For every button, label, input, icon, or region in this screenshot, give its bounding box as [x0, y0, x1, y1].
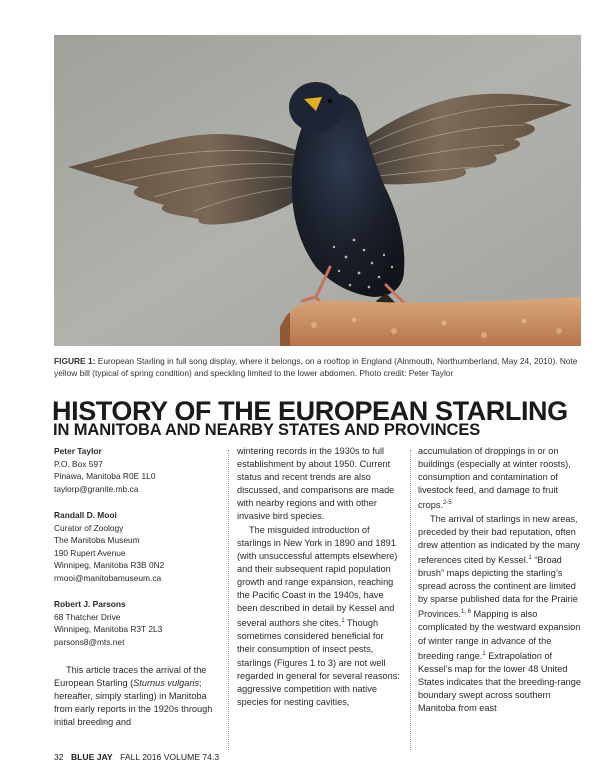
body-paragraph — [54, 664, 216, 729]
body-text: accumulation of droppings in or on buildings (especially at winter roosts), consumption and contamination of livestock feed, and damage to fruit crops. — [418, 446, 571, 511]
author-name: Peter Taylor — [54, 446, 102, 456]
author-address-line: The Manitoba Museum — [54, 535, 140, 545]
body-text: Extrapolation of Kessel’s map for the lower 48 United States indicates that the breeding-range boundary swept across southern Manitoba from east — [418, 650, 581, 714]
figure-caption-text: European Starling in full song display, where it belongs, on a rooftop in England (Alnmouth, Northumberland, May 24, 2010). Note yellow bill (typical of spring condition) and speckling limited to the lower abdomen. Photo credit: Peter Taylor — [54, 356, 578, 378]
citation-superscript: 1, 6 — [460, 609, 471, 616]
article-title: HISTORY OF THE EUROPEAN STARLING — [52, 396, 568, 426]
body-paragraph — [418, 513, 584, 716]
page-footer — [54, 752, 224, 762]
body-text: Mapping is also complicated by the westward expansion of winter range in advance of the breeding range. — [418, 609, 581, 661]
body-text: This article traces the arrival of the European Starling ( — [54, 665, 207, 689]
author-address-line: 68 Thatcher Drive — [54, 611, 121, 622]
bird-eye — [328, 99, 332, 103]
citation-superscript: 1 — [528, 554, 532, 561]
issue-info: FALL 2016 VOLUME 74.3 — [120, 752, 220, 762]
species-name: Sturnus vulgaris — [133, 678, 200, 689]
column-divider — [228, 450, 229, 750]
rooftop — [280, 297, 581, 346]
article-subtitle: IN MANITOBA AND NEARBY STATES AND PROVINCES — [53, 421, 481, 439]
journal-name: BLUE JAY — [70, 752, 113, 762]
body-text: The arrival of starlings in new areas, preceded by their bad reputation, often drew attention as indicated by the many references cited by Kessel. — [418, 513, 580, 565]
body-paragraph — [237, 445, 401, 524]
column-1 — [54, 445, 216, 729]
figure-photo — [54, 35, 581, 346]
author-block — [54, 598, 216, 648]
citation-superscript: 1 — [341, 618, 345, 625]
column-3 — [418, 445, 584, 715]
author-address-line: P.O. Box 597 — [54, 458, 103, 469]
author-address-line: Curator of Zoology — [54, 522, 124, 533]
figure-label: FIGURE 1: — [54, 356, 96, 366]
body-text: ; hereafter, simply starling) in Manitoba from early reports in the 1920s through initial breeding and — [54, 678, 213, 728]
author-email: rmooi@manitobamuseum.ca — [54, 572, 162, 583]
body-paragraph — [418, 445, 584, 513]
author-email: taylorp@granite.mb.ca — [54, 483, 139, 494]
author-block — [54, 445, 216, 495]
column-2 — [237, 445, 401, 709]
body-paragraph — [237, 524, 401, 709]
author-address-line: 190 Rupert Avenue — [54, 547, 126, 558]
author-name: Robert J. Parsons — [54, 599, 126, 609]
page-number: 32 — [54, 752, 64, 762]
body-text: Though sometimes considered beneficial for their consumption of insect pests, starlings (Figures 1 to 3) are not well regarded in general for several reasons: aggressive competition with native species for nesting cavities, — [237, 618, 400, 707]
author-block — [54, 509, 216, 584]
citation-superscript: 1 — [482, 650, 486, 657]
citation-superscript: 2-5 — [443, 500, 452, 507]
body-text: “Broad brush” maps depicting the starling’s spread across the continent are limited by sparse published data for the Prairie Provinces. — [418, 554, 578, 620]
author-address-line: Pinawa, Manitoba R0E 1L0 — [54, 471, 156, 481]
figure-caption — [54, 355, 582, 379]
body-text: wintering records in the 1930s to full establishment by about 1950. Current status and recent trends are also discussed, and comparisons are made with nearby regions and with other invasive bird species. — [237, 446, 395, 522]
body-text: The misguided introduction of starlings in New York in 1890 and 1891 (with unsuccessful attempts elsewhere) and their subsequent rapid population growth and range expansion, reaching the Pacific Coast in the 1940s, have been described in detail by Kessel and several authors she cites. — [237, 524, 398, 629]
author-email: parsons8@mts.net — [54, 636, 125, 647]
author-address-line: Winnipeg, Manitoba R3B 0N2 — [54, 560, 165, 570]
author-address-line: Winnipeg, Manitoba R3T 2L3 — [54, 624, 163, 634]
author-name: Randall D. Mooi — [54, 510, 117, 520]
column-divider — [410, 450, 411, 750]
